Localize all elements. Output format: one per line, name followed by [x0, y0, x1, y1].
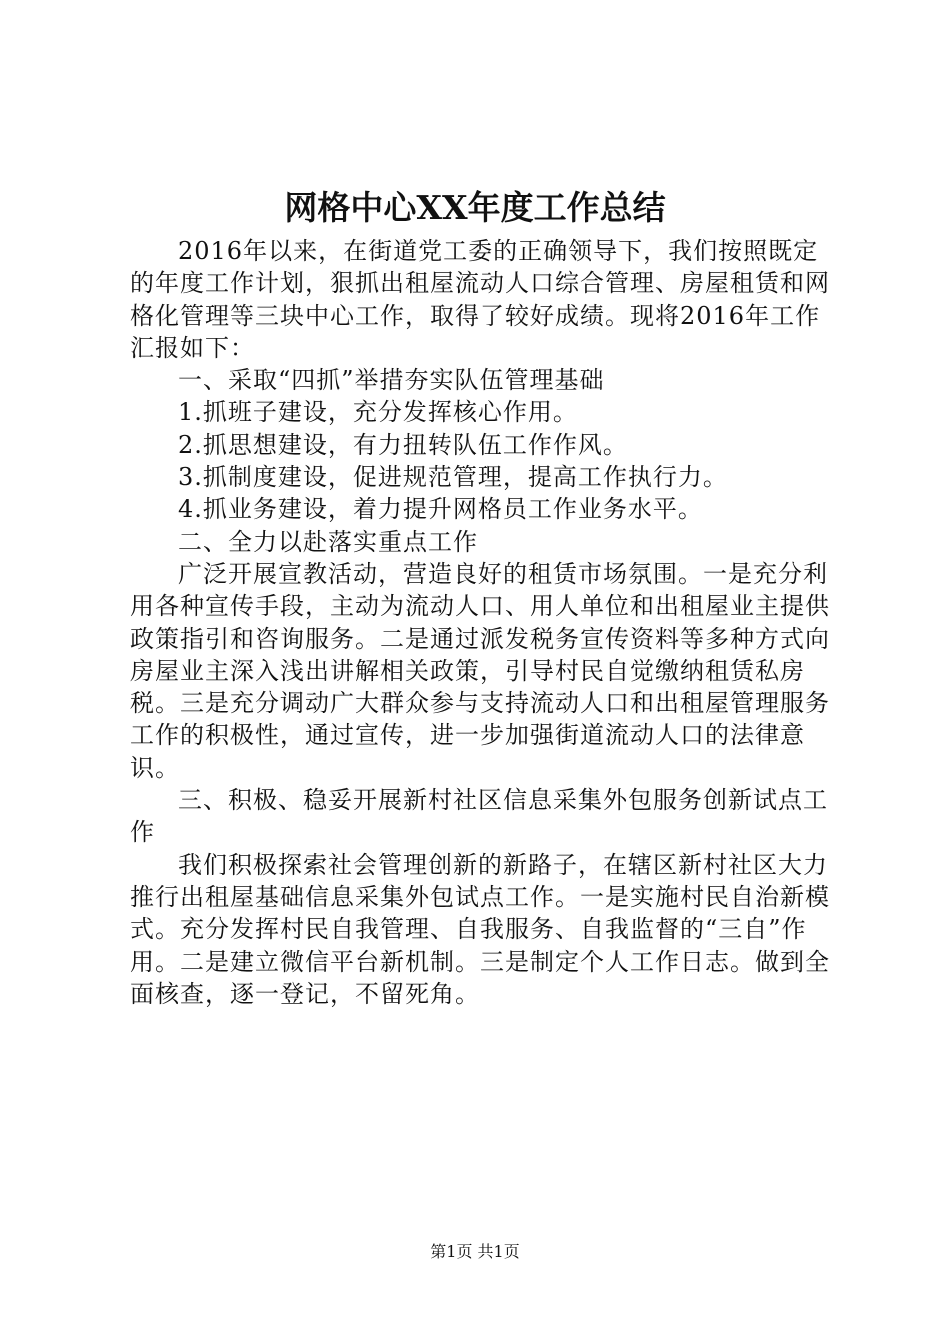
- document-title: 网格中心XX年度工作总结: [284, 188, 666, 227]
- section-heading-1: 一、采取“四抓”举措夯实队伍管理基础: [178, 366, 605, 395]
- list-item-4: 4.抓业务建设，着力提升网格员工作业务水平。: [178, 495, 703, 524]
- paragraph-intro: 2016年以来，在街道党工委的正确领导下，我们按照既定的年度工作计划，狠抓出租屋流动人口综合管理、房屋租赁和网格化管理等三块中心工作，取得了较好成绩。现将2016年工作汇报如下：: [130, 237, 830, 362]
- list-item-2: 2.抓思想建设，有力扭转队伍工作作风。: [178, 430, 628, 459]
- section-heading-3: 三、积极、稳妥开展新村社区信息采集外包服务创新试点工作: [130, 786, 828, 847]
- section-heading-2: 二、全力以赴落实重点工作: [178, 527, 478, 556]
- page-footer: 第1页 共1页: [430, 1242, 520, 1261]
- list-item-1: 1.抓班子建设，充分发挥核心作用。: [178, 398, 578, 427]
- list-item-3: 3.抓制度建设，促进规范管理，提高工作执行力。: [178, 463, 728, 492]
- document-body: [130, 235, 835, 1010]
- paragraph-publicity: 广泛开展宣教活动，营造良好的租赁市场氛围。一是充分利用各种宣传手段，主动为流动人口、用人单位和出租屋业主提供政策指引和咨询服务。二是通过派发税务宣传资料等多种方式向房屋业主深入浅出讲解相关政策，引导村民自觉缴纳租赁私房税。三是充分调动广大群众参与支持流动人口和出租屋管理服务工作的积极性，通过宣传，进一步加强街道流动人口的法律意识。: [130, 559, 830, 782]
- paragraph-innovation: 我们积极探索社会管理创新的新路子，在辖区新村社区大力推行出租屋基础信息采集外包试点工作。一是实施村民自治新模式。充分发挥村民自我管理、自我服务、自我监督的“三自”作用。二是建立微信平台新机制。三是制定个人工作日志。做到全面核查，逐一登记，不留死角。: [130, 850, 830, 1008]
